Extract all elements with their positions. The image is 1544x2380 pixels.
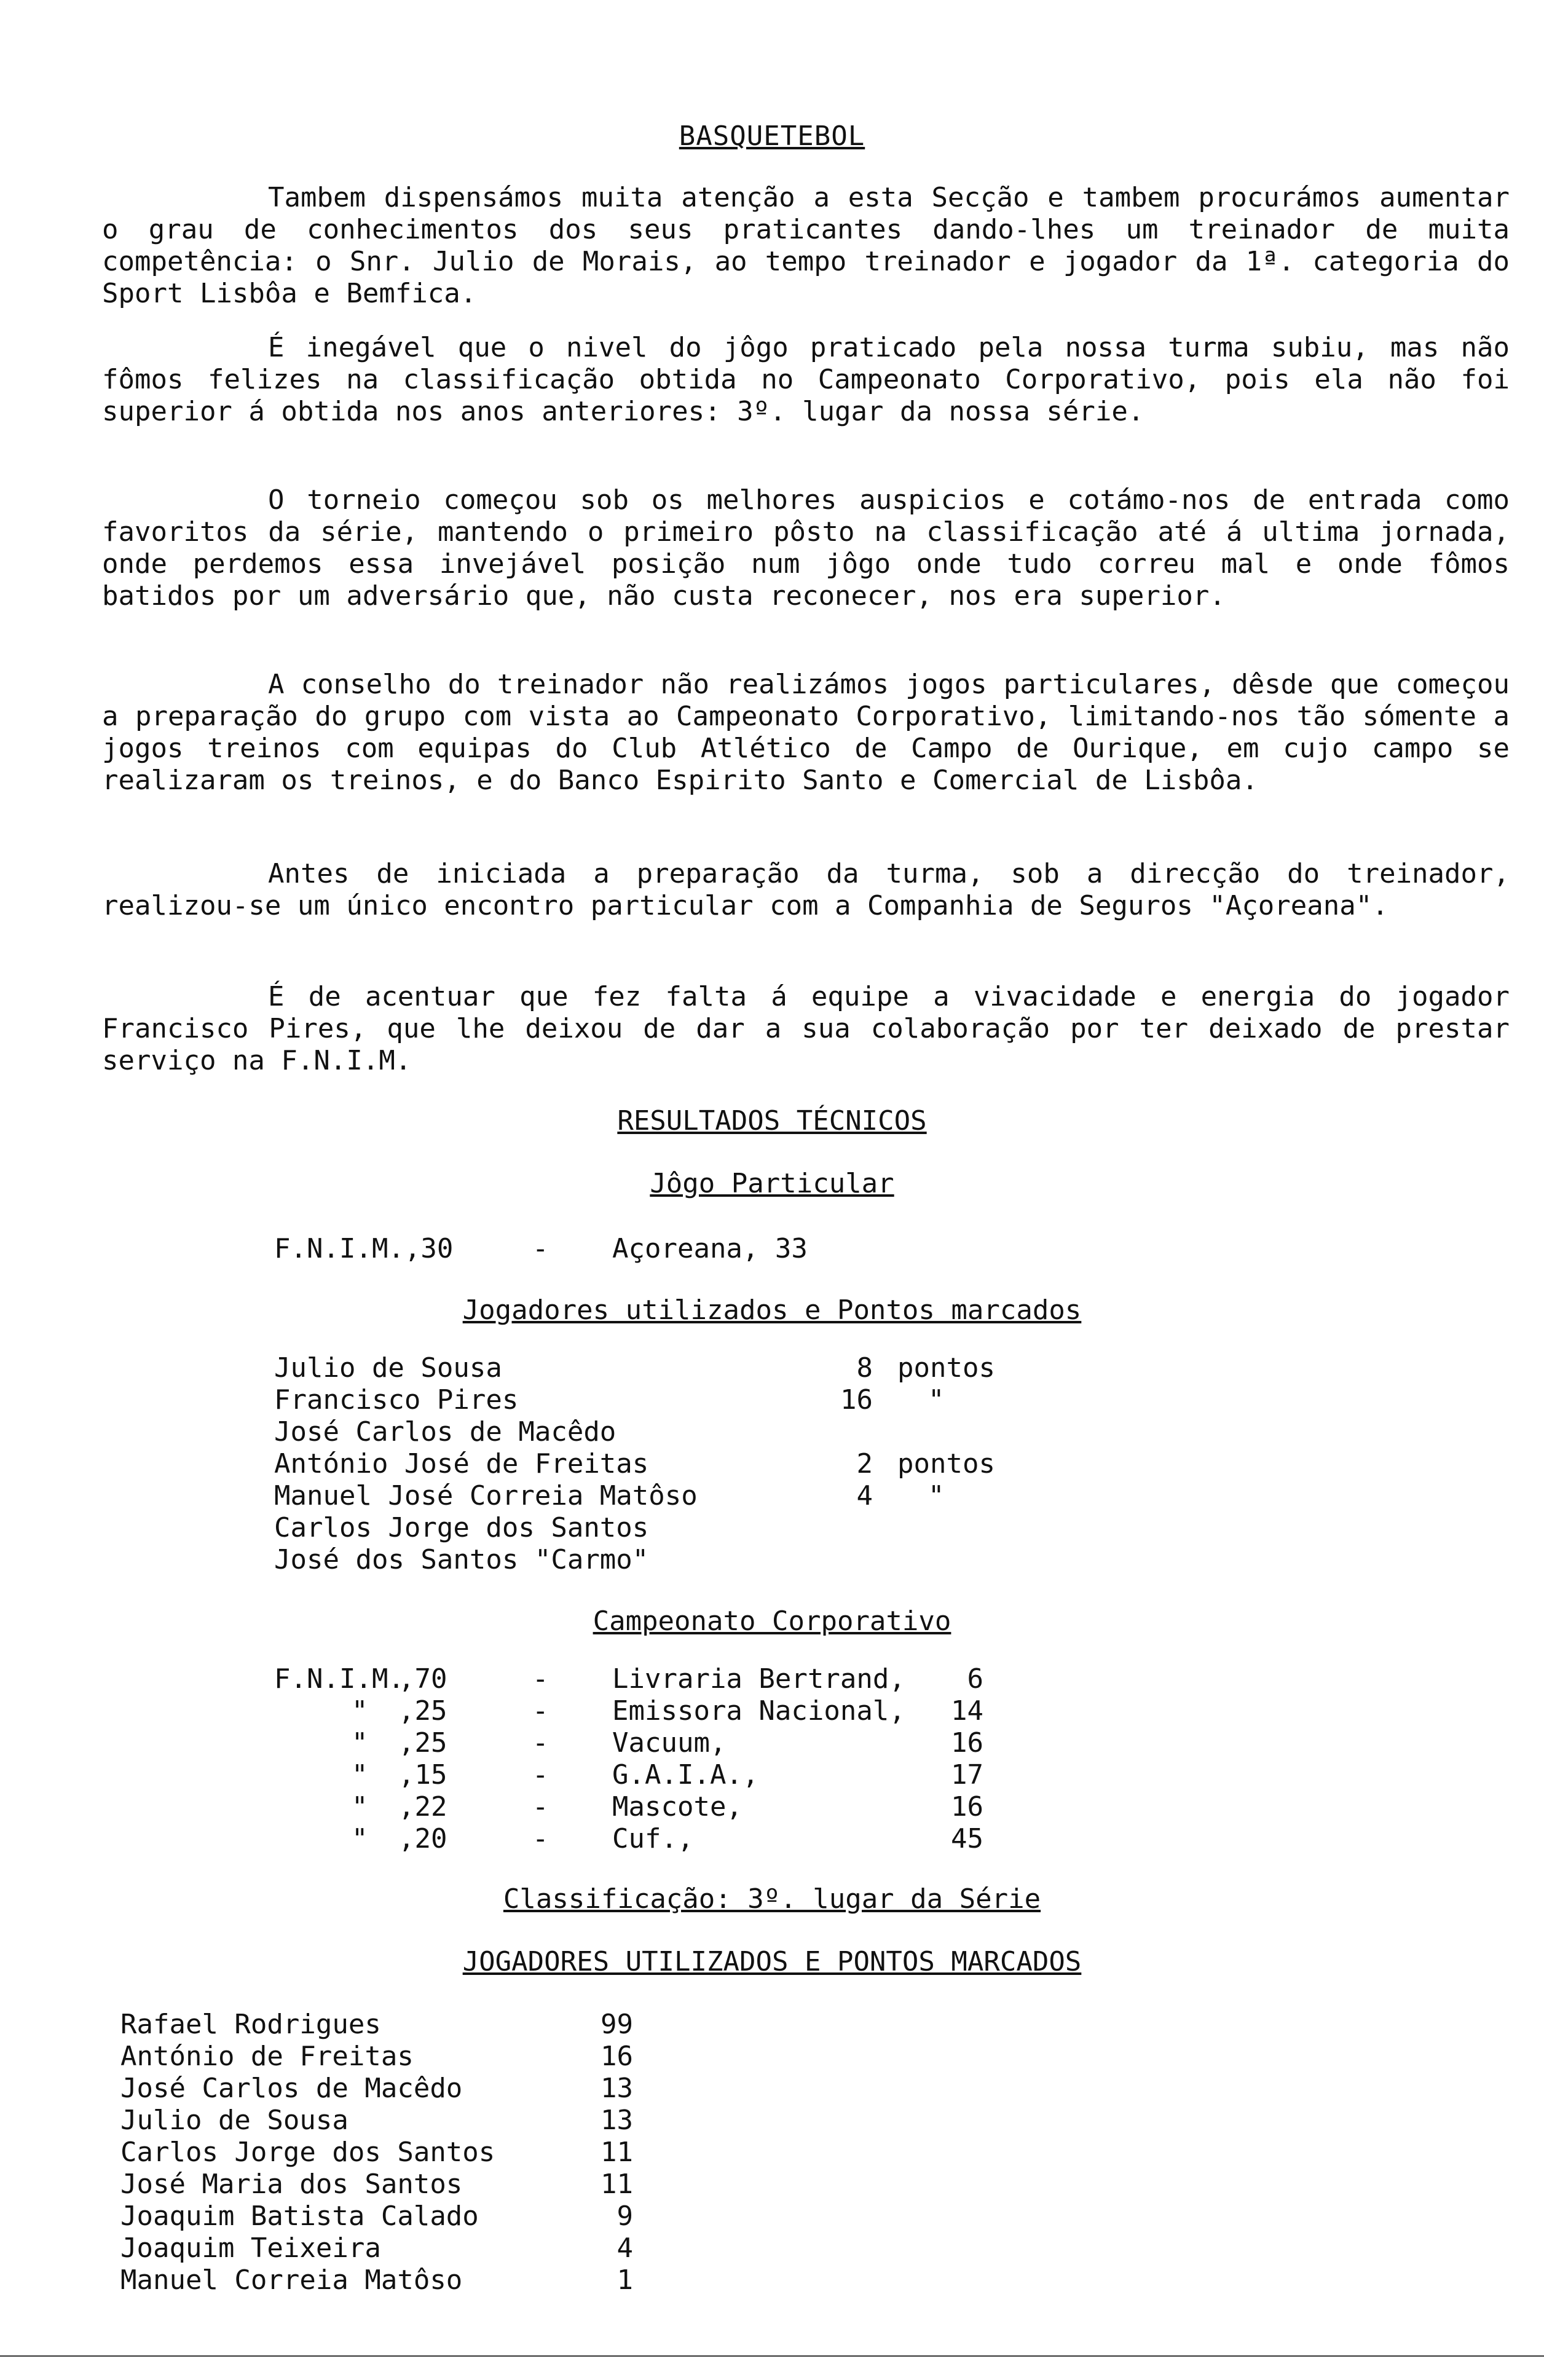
scorer-name: José Maria dos Santos (120, 2169, 463, 2200)
paragraph-6 (102, 981, 1510, 1077)
player-unit: pontos (897, 1448, 995, 1480)
results-heading: RESULTADOS TÉCNICOS (617, 1105, 927, 1137)
player-name: Julio de Sousa (274, 1352, 502, 1384)
scorer-points: 11 (601, 2169, 633, 2200)
player-name: Manuel José Correia Matôso (274, 1480, 698, 1511)
game-dash: - (532, 1759, 549, 1791)
scorer-name: Carlos Jorge dos Santos (120, 2137, 495, 2168)
game-score: ,25 (398, 1695, 447, 1727)
scorer-name: Rafael Rodrigues (120, 2009, 381, 2040)
paragraph-3 (102, 484, 1510, 612)
paragraph-1-text: Tambem dispensámos muita atenção a esta Secção e tambem procurámos aumentar o grau de conhecimentos dos seus praticantes dando-lhes um treinador de muita competência: o Snr. Julio de Morais, ao tempo treinador e jogador da 1ª. categoria do Sport Lisbôa e Bemfica. (102, 182, 1510, 309)
paragraph-5 (102, 858, 1510, 922)
player-points: 2 (856, 1448, 873, 1480)
scorer-name: Joaquim Batista Calado (120, 2201, 479, 2232)
game-dash: - (532, 1823, 549, 1854)
scorer-points: 16 (601, 2041, 633, 2072)
game-opp-score: 14 (951, 1695, 983, 1727)
game-score: ,20 (398, 1823, 447, 1854)
particular-dash: - (532, 1233, 549, 1264)
page-title: BASQUETEBOL (679, 120, 865, 152)
player-unit: " (928, 1480, 945, 1511)
player-name: José Carlos de Macêdo (274, 1416, 616, 1448)
game-opponent: Livraria Bertrand, (612, 1663, 905, 1695)
game-opp-score: 17 (951, 1759, 983, 1791)
paragraph-3-text: O torneio começou sob os melhores auspicios e cotámo-nos de entrada como favoritos da série, mantendo o primeiro pôsto na classificação até á ultima jornada, onde perdemos essa invejável posição num jôgo onde tudo correu mal e onde fômos batidos por um adversário que, não custa reconecer, nos era superior. (102, 484, 1510, 612)
paragraph-1 (102, 182, 1510, 310)
game-score: ,70 (398, 1663, 447, 1695)
game-score: ,25 (398, 1727, 447, 1759)
player-unit: pontos (897, 1352, 995, 1384)
player-name: José dos Santos "Carmo" (274, 1544, 649, 1575)
game-home: F.N.I.M. (274, 1663, 404, 1695)
particular-away: Açoreana, 33 (612, 1233, 808, 1264)
game-opponent: Cuf., (612, 1823, 694, 1854)
game-opponent: Mascote, (612, 1791, 742, 1822)
game-home: " (352, 1823, 368, 1854)
game-dash: - (532, 1695, 549, 1727)
classification-line: Classificação: 3º. lugar da Série (503, 1883, 1041, 1915)
paragraph-4-text: A conselho do treinador não realizámos jogos particulares, dêsde que começou a preparação do grupo com vista ao Campeonato Corporativo, limitando-nos tão sómente a jogos treinos com equipas do Club Atlético de Campo de Ourique, em cujo campo se realizaram os treinos, e do Banco Espirito Santo e Comercial de Lisbôa. (102, 669, 1510, 796)
player-points: 16 (840, 1384, 873, 1416)
corporativo-heading: Campeonato Corporativo (593, 1606, 951, 1637)
player-points: 8 (856, 1352, 873, 1384)
game-dash: - (532, 1727, 549, 1759)
scorer-points: 9 (616, 2201, 633, 2232)
particular-players-heading: Jogadores utilizados e Pontos marcados (462, 1294, 1082, 1326)
scorer-points: 11 (601, 2137, 633, 2168)
game-home: " (352, 1695, 368, 1727)
game-score: ,15 (398, 1759, 447, 1791)
game-opponent: G.A.I.A., (612, 1759, 759, 1791)
game-opp-score: 6 (967, 1663, 983, 1695)
game-home: " (352, 1759, 368, 1791)
player-name: Carlos Jorge dos Santos (274, 1512, 649, 1543)
scorer-points: 99 (601, 2009, 633, 2040)
player-unit: " (928, 1384, 945, 1416)
particular-heading: Jôgo Particular (650, 1168, 894, 1199)
paragraph-2-text: É inegável que o nivel do jôgo praticado pela nossa turma subiu, mas não fômos felizes na classificação obtida no Campeonato Corporativo, pois ela não foi superior á obtida nos anos anteriores: 3º. lugar da nossa série. (102, 332, 1510, 427)
scorer-name: Joaquim Teixeira (120, 2232, 381, 2264)
player-name: Francisco Pires (274, 1384, 519, 1416)
scorer-name: Julio de Sousa (120, 2105, 349, 2136)
game-opponent: Vacuum, (612, 1727, 727, 1759)
page-bottom-rule (0, 2355, 1544, 2357)
scorer-points: 4 (616, 2232, 633, 2264)
player-name: António José de Freitas (274, 1448, 649, 1480)
particular-home: F.N.I.M.,30 (274, 1233, 454, 1264)
game-opp-score: 45 (951, 1823, 983, 1854)
scorer-name: José Carlos de Macêdo (120, 2073, 463, 2104)
paragraph-2 (102, 332, 1510, 428)
game-home: " (352, 1791, 368, 1822)
player-points: 4 (856, 1480, 873, 1511)
scorers-heading: JOGADORES UTILIZADOS E PONTOS MARCADOS (462, 1946, 1082, 1977)
game-opp-score: 16 (951, 1727, 983, 1759)
game-opponent: Emissora Nacional, (612, 1695, 905, 1727)
scorer-points: 13 (601, 2105, 633, 2136)
scorer-points: 13 (601, 2073, 633, 2104)
paragraph-5-text: Antes de iniciada a preparação da turma, sob a direcção do treinador, realizou-se um único encontro particular com a Companhia de Seguros "Açoreana". (102, 858, 1510, 921)
paragraph-4 (102, 669, 1510, 797)
scorer-name: António de Freitas (120, 2041, 414, 2072)
game-opp-score: 16 (951, 1791, 983, 1822)
game-dash: - (532, 1663, 549, 1695)
scorer-name: Manuel Correia Matôso (120, 2264, 463, 2296)
paragraph-6-text: É de acentuar que fez falta á equipe a vivacidade e energia do jogador Francisco Pires, que lhe deixou de dar a sua colaboração por ter deixado de prestar serviço na F.N.I.M. (102, 981, 1510, 1076)
game-dash: - (532, 1791, 549, 1822)
scorer-points: 1 (616, 2264, 633, 2296)
game-score: ,22 (398, 1791, 447, 1822)
game-home: " (352, 1727, 368, 1759)
